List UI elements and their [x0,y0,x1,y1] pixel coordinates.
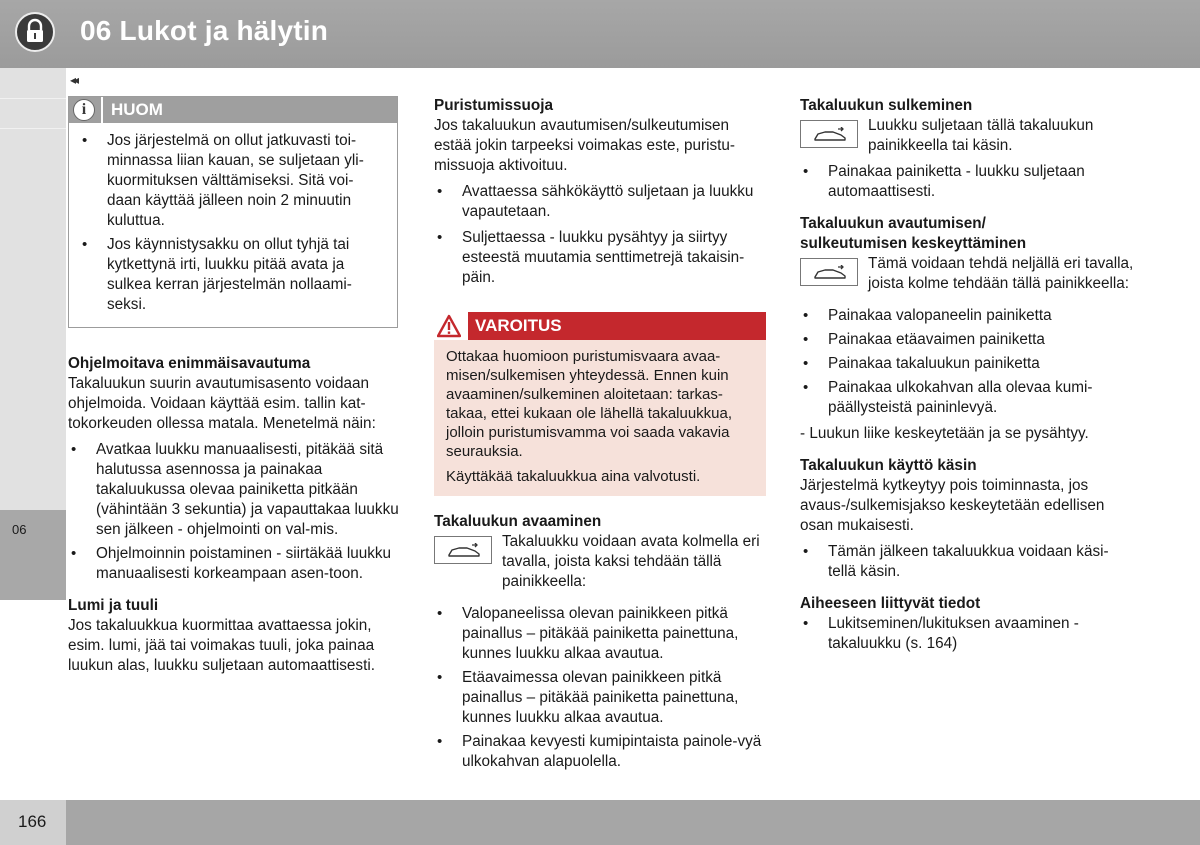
warning-box [434,312,766,496]
chapter-title: 06 Lukot ja hälytin [80,15,329,46]
tailgate-button-icon [800,258,858,286]
paragraph: Tämä voidaan tehdä neljällä eri tavalla, joista kolme tehdään tällä painikkeella: [868,255,1134,292]
list-item: • Tämän jälkeen takaluukkua voidaan käsi-tellä käsin. [800,542,1135,582]
page-number: 166 [18,812,47,831]
warning-title: VAROITUS [475,316,562,335]
section-heading: sulkeutumisen keskeyttäminen [800,235,1027,252]
related-link[interactable]: • Lukitseminen/lukituksen avaaminen - takaluukku (s. 164) [800,614,1135,654]
paragraph: Jos takaluukun avautumisen/sulkeutumisen estää jokin tarpeeksi voimakas este, puristu-missuoja aktivoituu. [434,117,735,174]
page-number-box [0,800,66,845]
list-item: • Jos järjestelmä on ollut jatkuvasti toi-minnassa liian kauan, se suljetaan yli-kuormituksen välttämiseksi. Sitä voi-daan käyttää jälleen noin 2 minuutin kuluttua. [79,131,383,231]
column-2 [434,96,766,772]
warning-triangle-icon [434,312,464,340]
bullet-list [800,306,1135,418]
note-list [79,131,383,315]
page-footer [0,800,1200,845]
tailgate-button-icon [800,120,858,148]
section-heading: Ohjelmoitava enimmäisavautuma [68,355,311,372]
list-item: • Ohjelmoinnin poistaminen - siirtäkää luukku manuaalisesti korkeampaan asen-toon. [68,544,400,584]
list-item: • Suljettaessa - luukku pysähtyy ja siirtyy esteestä muutamia senttimetrejä takaisin-päin. [434,228,766,288]
lock-icon [15,12,55,52]
button-illustration-row [800,254,1135,294]
list-item: • Painakaa painiketta - luukku suljetaan automaattisesti. [800,162,1135,202]
list-item: • Painakaa kevyesti kumipintaista painole-vyä ulkokahvan alapuolella. [434,732,766,772]
bullet-list [68,440,400,584]
back-arrows-icon[interactable]: ◂◂ [70,73,77,87]
section-heading: Takaluukun käyttö käsin [800,457,977,474]
section-heading: Takaluukun avautumisen/ [800,215,986,232]
bullet-list [800,542,1135,582]
paragraph: Takaluukun suurin avautumisasento voidaan ohjelmoida. Voidaan käyttää esim. tallin kat-tokorkeuden ollessa matala. Menetelmä näin: [68,375,376,432]
paragraph: Luukku suljetaan tällä takaluukun painikkeella tai käsin. [868,117,1094,154]
section-heading: Lumi ja tuuli [68,597,159,614]
paragraph: Järjestelmä kytkeytyy pois toiminnasta, jos avaus-/sulkemisjakso keskeytetään edellisen osan mukaisesti. [800,477,1105,534]
bullet-list [434,604,766,772]
section-heading: Aiheeseen liittyvät tiedot [800,595,981,612]
info-icon: i [73,99,95,121]
chapter-header [0,0,1200,68]
list-item: • Painakaa takaluukun painiketta [800,354,1135,374]
paragraph: Jos takaluukkua kuormittaa avattaessa jokin, esim. lumi, jää tai voimakas tuuli, joka painaa luukun alas, luukku suljetaan automaattisesti. [68,617,375,674]
section-heading: Puristumissuoja [434,97,554,114]
warning-text: Ottakaa huomioon puristumisvaara avaa-misen/sulkemisen yhteydessä. Ennen kuin avaaminen/sulkeminen aloitetaan: tarkas-takaa, ettei kukaan ole lähellä takaluukkua, jolloin puristumisvamma voi saada vakavia seurauksia. [446,348,733,460]
note-header [69,97,397,123]
paragraph: Takaluukku voidaan avata kolmella eri tavalla, joista kaksi tehdään tällä painikkeella: [502,533,760,590]
paragraph: - Luukun liike keskeytetään ja se pysähtyy. [800,425,1089,442]
note-box [68,96,398,328]
button-illustration-row [800,116,1135,156]
bullet-list [800,614,1135,654]
list-item: • Etäavaimessa olevan painikkeen pitkä painallus – pitäkää painiketta painettuna, kunnes luukku alkaa avautua. [434,668,766,728]
list-item: • Jos käynnistysakku on ollut tyhjä tai kytkettynä irti, luukku pitää avata ja sulkea kerran järjestelmän nollaami-seksi. [79,235,383,315]
tailgate-button-icon [434,536,492,564]
section-heading: Takaluukun avaaminen [434,513,602,530]
warning-header [434,312,766,340]
section-heading: Takaluukun sulkeminen [800,97,973,114]
list-item: • Avatkaa luukku manuaalisesti, pitäkää sitä halutussa asennossa ja painakaa takaluukussa olevaa painiketta pitkään (vähintään 3 sekuntia) ja vapauttakaa luukku sen jälkeen - ohjelmointi on val-mis. [68,440,400,540]
bullet-list [434,182,766,288]
note-title: HUOM [111,100,163,119]
bullet-list [800,162,1135,202]
column-3 [800,96,1135,654]
list-item: • Avattaessa sähkökäyttö suljetaan ja luukku vapautetaan. [434,182,766,222]
list-item: • Painakaa etäavaimen painiketta [800,330,1135,350]
button-illustration-row [434,532,766,592]
warning-text: Käyttäkää takaluukkua aina valvotusti. [446,468,701,485]
side-tab-label: 06 [12,522,27,537]
chapter-side-tab[interactable] [0,510,66,600]
column-1 [68,96,400,676]
list-item: • Valopaneelissa olevan painikkeen pitkä painallus – pitäkää painiketta painettuna, kunnes luukku alkaa avautua. [434,604,766,664]
list-item: • Painakaa ulkokahvan alla olevaa kumi-päällysteistä paininlevyä. [800,378,1135,418]
list-item: • Painakaa valopaneelin painiketta [800,306,1135,326]
